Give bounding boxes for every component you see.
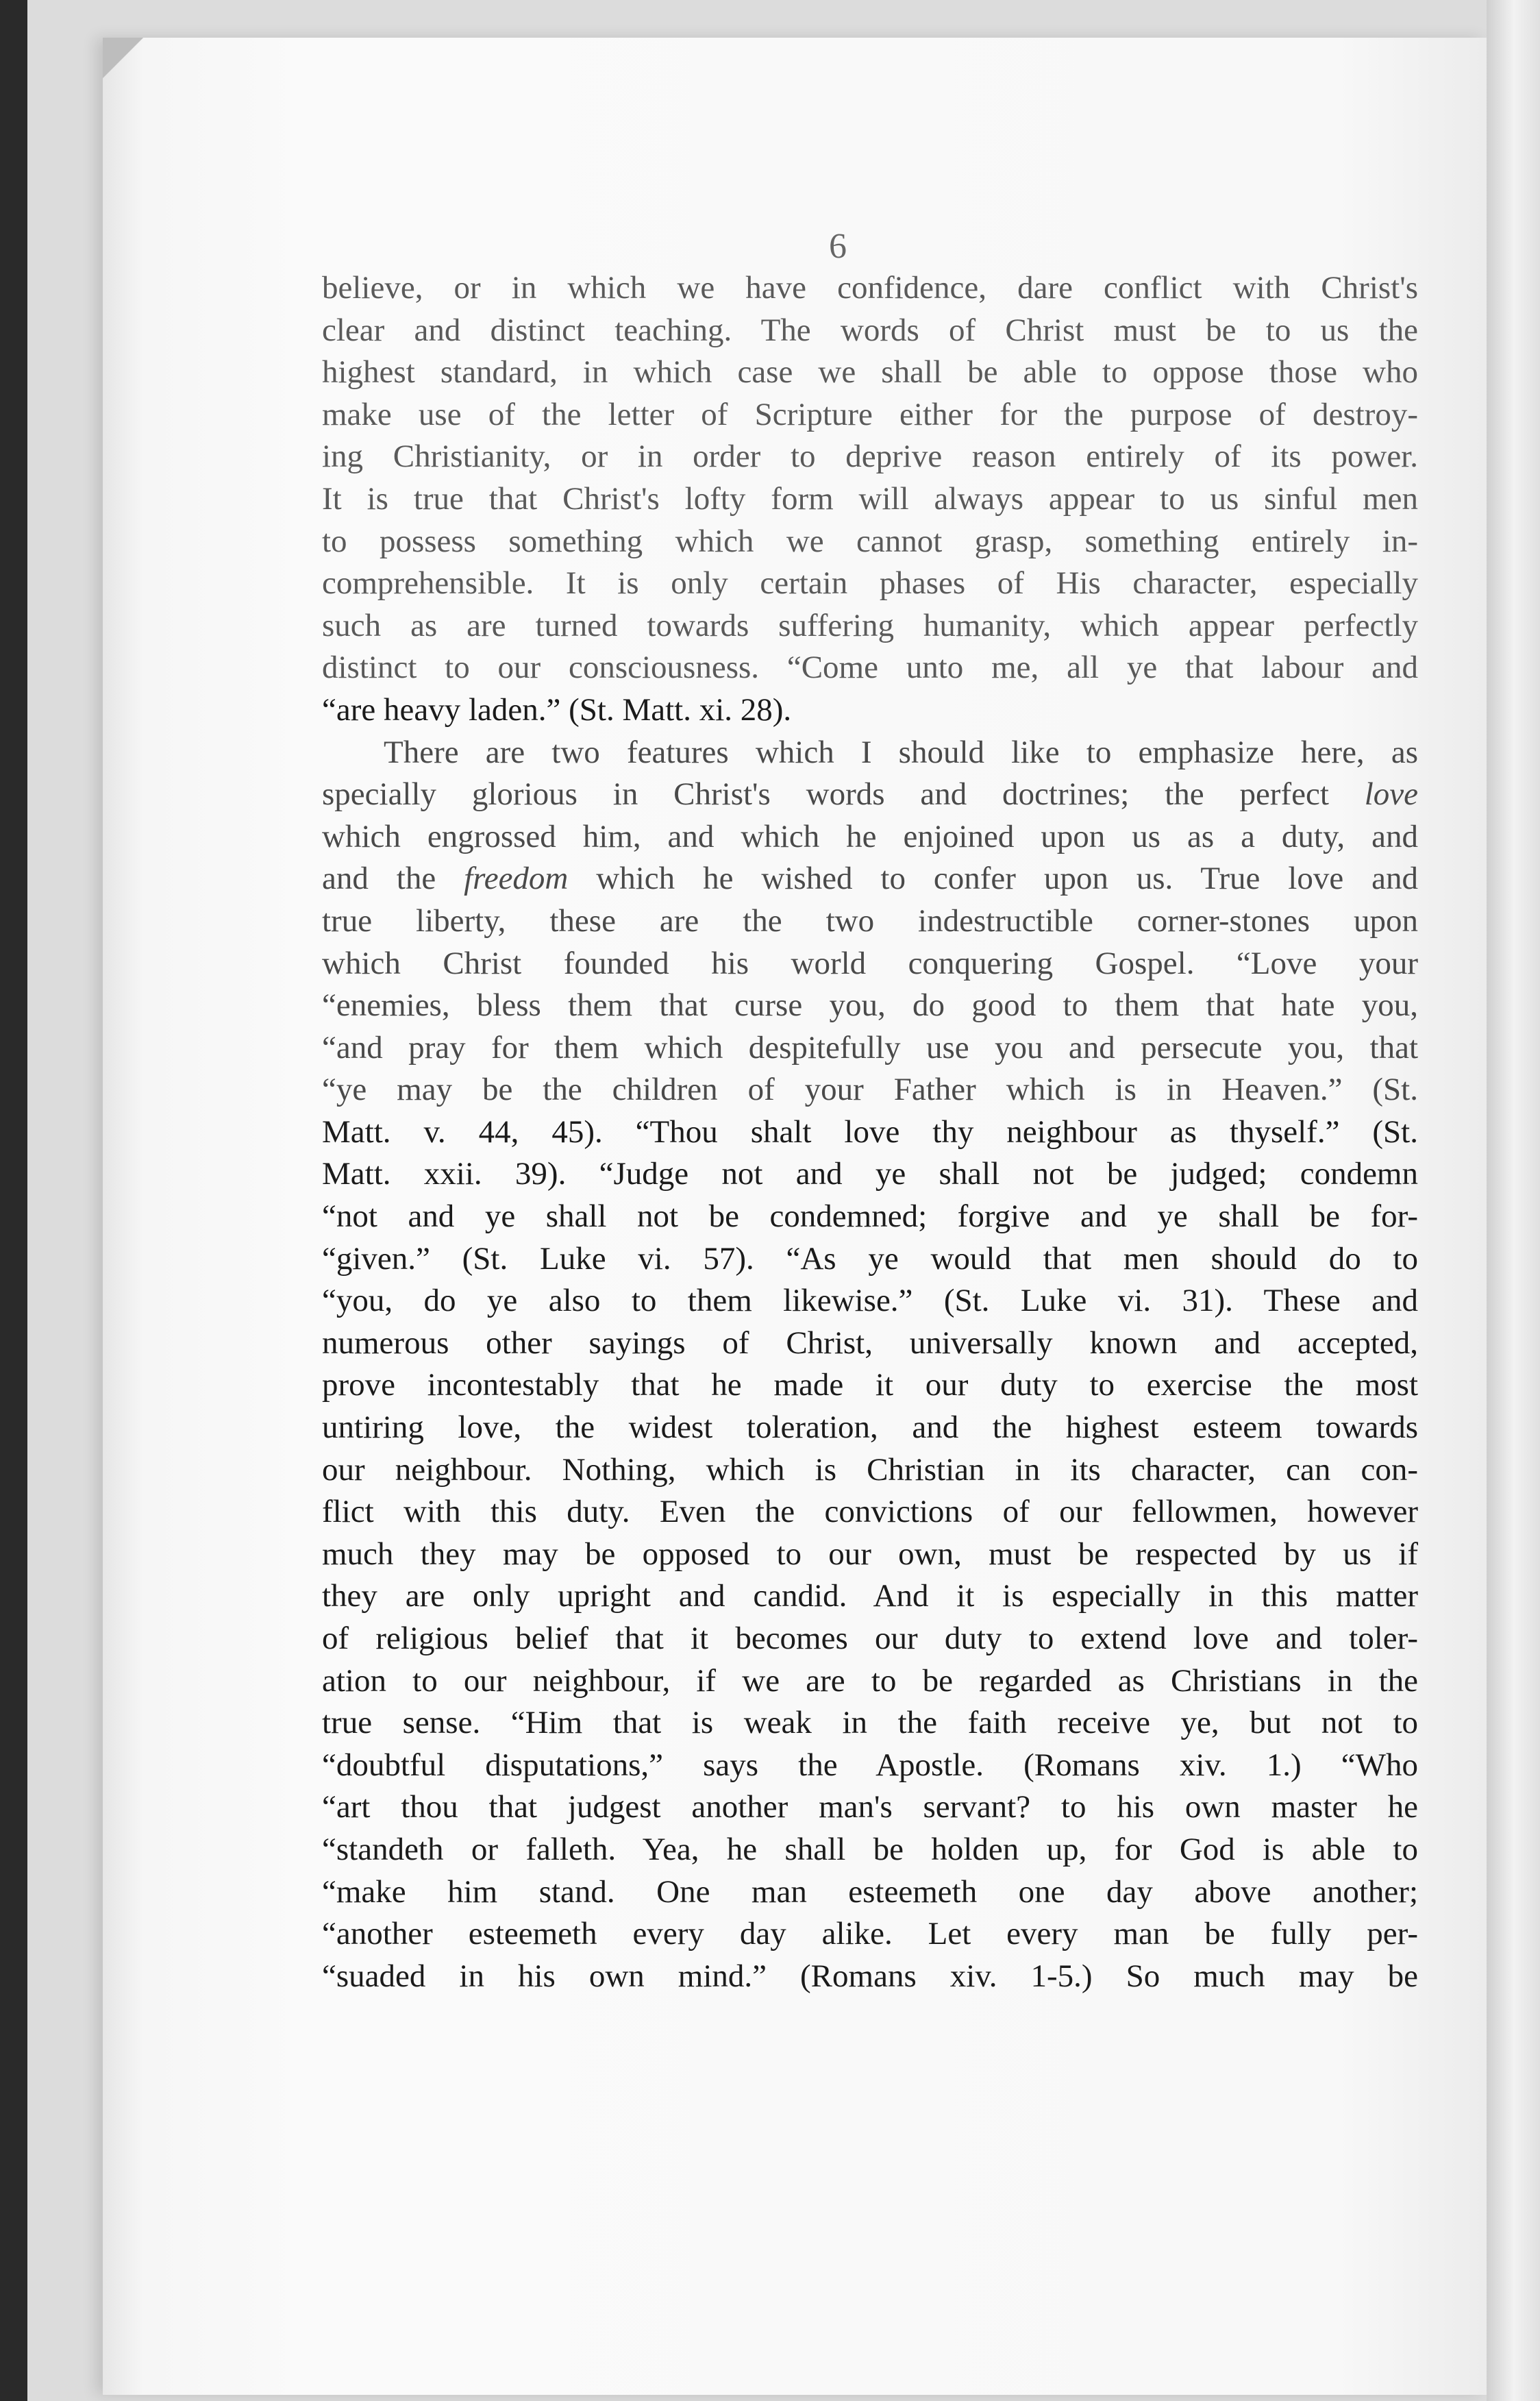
text-line: “doubtful disputations,” says the Apostle. (Romans xiv. 1.) “Who (322, 1747, 1418, 1783)
text-line: distinct to our consciousness. “Come unto me, all ye that labour and (322, 650, 1418, 686)
text-line: such as are turned towards suffering humanity, which appear perfectly (322, 607, 1418, 643)
text-line: ing Christianity, or in order to deprive reason entirely of its power. (322, 439, 1418, 475)
text-line: they are only upright and candid. And it is especially in this matter (322, 1578, 1418, 1614)
text-line: There are two features which I should like to emphasize here, as (384, 734, 1418, 770)
text-segment: and the (322, 861, 464, 897)
text-segment: which he wished to confer upon us. True love and (568, 861, 1419, 897)
paragraph-2 (322, 732, 1418, 1998)
folded-corner (103, 38, 144, 86)
text-line: which engrossed him, and which he enjoined upon us as a duty, and (322, 818, 1418, 854)
text-line: “and pray for them which despitefully use you and persecute you, that (322, 1029, 1418, 1066)
text-line: “another esteemeth every day alike. Let every man be fully per- (322, 1916, 1418, 1952)
text-line (322, 774, 1418, 816)
text-line: true liberty, these are the two indestructible corner-stones upon (322, 902, 1418, 939)
text-line: prove incontestably that he made it our duty to exercise the most (322, 1367, 1418, 1403)
text-line: make use of the letter of Scripture either for the purpose of destroy- (322, 396, 1418, 432)
text-line: “make him stand. One man esteemeth one day above another; (322, 1873, 1418, 1910)
text-line: much they may be opposed to our own, must be respected by us if (322, 1536, 1418, 1572)
text-line: “suaded in his own mind.” (Romans xiv. 1-5.) So much may be (322, 1958, 1418, 1994)
text-segment: specially glorious in Christ's words and doctrines; the perfect (322, 776, 1365, 813)
paragraph-1 (322, 267, 1418, 732)
text-line: “art thou that judgest another man's servant? to his own master he (322, 1789, 1418, 1825)
text-line: “not and ye shall not be condemned; forgive and ye shall be for- (322, 1198, 1418, 1235)
text-line: “enemies, bless them that curse you, do good to them that hate you, (322, 987, 1418, 1024)
body-text (322, 267, 1418, 1997)
text-line: our neighbour. Nothing, which is Christian in its character, can con- (322, 1451, 1418, 1488)
text-line (322, 858, 1418, 900)
text-line: which Christ founded his world conquering Gospel. “Love your (322, 945, 1418, 981)
page-number: 6 (829, 227, 847, 266)
text-line: ation to our neighbour, if we are to be regarded as Christians in the (322, 1662, 1418, 1699)
text-line: numerous other sayings of Christ, universally known and accepted, (322, 1325, 1418, 1361)
italic-word: love (1364, 776, 1418, 813)
text-line: flict with this duty. Even the convictions of our fellowmen, however (322, 1494, 1418, 1530)
text-line: “you, do ye also to them likewise.” (St. Luke vi. 31). These and (322, 1283, 1418, 1319)
text-line: clear and distinct teaching. The words of Christ must be to us the (322, 312, 1418, 348)
text-line: highest standard, in which case we shall be able to oppose those who (322, 354, 1418, 391)
italic-word: freedom (464, 861, 569, 897)
text-line: “ye may be the children of your Father which is in Heaven.” (St. (322, 1072, 1418, 1108)
text-line: true sense. “Him that is weak in the faith receive ye, but not to (322, 1705, 1418, 1741)
text-line: believe, or in which we have confidence, dare conflict with Christ's (322, 270, 1418, 306)
page-edge (1487, 0, 1540, 2401)
text-line: “given.” (St. Luke vi. 57). “As ye would that men should do to (322, 1240, 1418, 1277)
text-line: It is true that Christ's lofty form will always appear to us sinful men (322, 480, 1418, 517)
text-line: Matt. xxii. 39). “Judge not and ye shall not be judged; condemn (322, 1156, 1418, 1192)
text-line: Matt. v. 44, 45). “Thou shalt love thy neighbour as thyself.” (St. (322, 1113, 1418, 1150)
text-line: of religious belief that it becomes our duty to extend love and toler- (322, 1621, 1418, 1656)
text-line: comprehensible. It is only certain phases of His character, especially (322, 565, 1418, 602)
text-line: untiring love, the widest toleration, and the highest esteem towards (322, 1409, 1418, 1446)
text-line: to possess something which we cannot grasp, something entirely in- (322, 523, 1418, 559)
text-line: “standeth or falleth. Yea, he shall be holden up, for God is able to (322, 1831, 1418, 1867)
text-line: “are heavy laden.” (St. Matt. xi. 28). (322, 691, 792, 728)
